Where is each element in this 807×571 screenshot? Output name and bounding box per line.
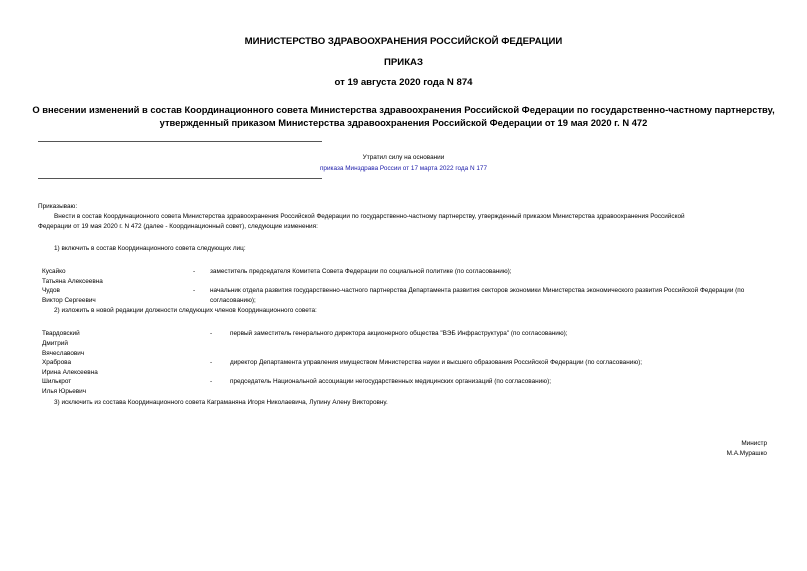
dash: -	[210, 378, 213, 385]
document-type: ПРИКАЗ	[384, 57, 423, 68]
item-3: 3) исключить из состава Координационного совета Каграманяна Игоря Николаевича, Лупину Алену Викторовну.	[54, 399, 388, 406]
signature-name: М.А.Мурашко	[726, 450, 767, 457]
bottom-divider	[38, 178, 322, 179]
person-role: первый заместитель генерального директора акционерного общества "ВЭБ Инфраструктура" (по согласованию);	[230, 330, 568, 337]
person-name: Храброва Ирина Алексеевна	[42, 359, 98, 376]
dash: -	[210, 330, 213, 337]
item-1: 1) включить в состав Координационного совета следующих лиц:	[54, 245, 246, 252]
dash: -	[193, 268, 196, 275]
intro-line-1: Внести в состав Координационного совета Министерства здравоохранения Российской Федерации по государственно-частному партнерству, утвержденный приказом Министерства здравоохранения Российской	[54, 213, 685, 220]
intro-line-2: Федерации от 19 мая 2020 г. N 472 (далее - Координационный совет), следующие изменения:	[38, 223, 318, 230]
top-divider	[38, 141, 322, 142]
list-item	[0, 286, 807, 306]
list-item	[0, 358, 807, 378]
document-subject-line-1: О внесении изменений в состав Координационного совета Министерства здравоохранения Российской Федерации по государственно-частному партнерству,	[32, 104, 775, 115]
person-name: Твардовский Дмитрий Вячеславович	[42, 330, 85, 357]
person-name: Чудов Виктор Сергеевич	[42, 287, 96, 304]
dash: -	[210, 359, 213, 366]
signature-position: Министр	[741, 440, 767, 447]
list-item	[0, 267, 807, 287]
person-name: Шилькрот Илья Юрьевич	[42, 378, 87, 395]
repeal-link[interactable]: приказа Минздрава России от 17 марта 2022 года N 177	[319, 165, 488, 172]
dash: -	[193, 287, 196, 294]
person-role: председатель Национальной ассоциации негосударственных медицинских организаций (по согласованию);	[230, 378, 551, 385]
list-item	[0, 329, 807, 359]
document-subject-line-2: утвержденный приказом Министерства здравоохранения Российской Федерации от 19 мая 2020 г. N 472	[159, 117, 648, 128]
person-role: директор Департамента управления имуществом Министерства науки и высшего образования Российской Федерации (по согласованию);	[230, 359, 643, 366]
document-date-number: от 19 августа 2020 года N 874	[334, 77, 473, 88]
order-word: Приказываю:	[38, 203, 78, 210]
status-note: Утратил силу на основании	[362, 154, 445, 161]
person-name: Кусайко Татьяна Алексеевна	[42, 268, 103, 285]
ministry-title: МИНИСТЕРСТВО ЗДРАВООХРАНЕНИЯ РОССИЙСКОЙ ФЕДЕРАЦИИ	[244, 36, 563, 47]
item-2: 2) изложить в новой редакции должности следующих членов Координационного совета:	[54, 307, 317, 314]
list-item	[0, 377, 807, 397]
person-role: начальник отдела развития государственно-частного партнерства Департамента развития секторов экономики Министерства экономического развития Российской Федерации (по согласованию);	[210, 287, 745, 304]
person-role: заместитель председателя Комитета Совета Федерации по социальной политике (по согласованию);	[210, 268, 512, 275]
